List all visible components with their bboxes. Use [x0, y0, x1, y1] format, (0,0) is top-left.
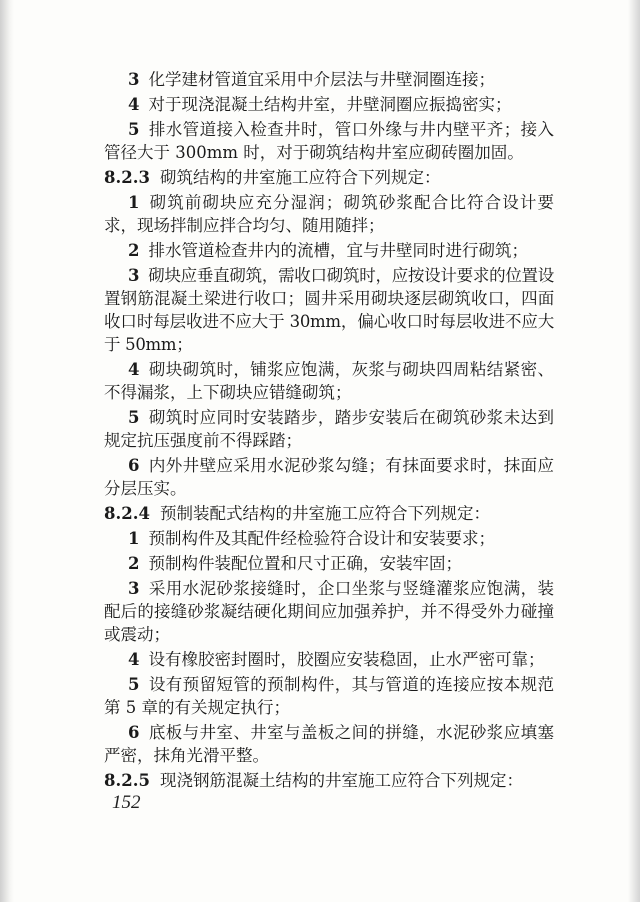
- page-edge-right: [628, 0, 640, 902]
- item-text: 排水管道检查井内的流槽，宜与井壁同时进行砌筑；: [148, 241, 528, 260]
- list-item: [104, 239, 554, 262]
- item-number: 5: [128, 675, 140, 694]
- item-number: 2: [128, 241, 140, 260]
- list-item: [104, 648, 554, 671]
- list-item: [104, 552, 554, 575]
- item-number: 4: [128, 650, 140, 669]
- item-number: 1: [128, 529, 140, 548]
- item-number: 4: [128, 360, 140, 379]
- item-text: 内外井壁应采用水泥砂浆勾缝；有抹面要求时，抹面应分层压实。: [104, 456, 554, 498]
- document-body: [104, 68, 554, 794]
- item-text: 预制构件装配位置和尺寸正确，安装牢固；: [148, 554, 462, 573]
- section-number: 8.2.4: [104, 504, 150, 523]
- item-number: 2: [128, 554, 140, 573]
- item-number: 1: [128, 193, 140, 212]
- item-text: 设有预留短管的预制构件，其与管道的连接应按本规范第 5 章的有关规定执行；: [104, 675, 554, 717]
- list-item: [104, 721, 554, 767]
- list-item: [104, 118, 554, 164]
- list-item: [104, 93, 554, 116]
- section-number: 8.2.5: [104, 771, 150, 790]
- section-heading: [104, 502, 554, 525]
- page-edge-left: [0, 0, 14, 902]
- list-item: [104, 68, 554, 91]
- page-number: 152: [112, 792, 141, 813]
- item-number: 6: [128, 456, 140, 475]
- item-text: 对于现浇混凝土结构井室，井壁洞圈应振捣密实；: [148, 95, 512, 114]
- list-item: [104, 264, 554, 356]
- list-item: [104, 527, 554, 550]
- item-number: 3: [128, 70, 140, 89]
- section-text: 砌筑结构的井室施工应符合下列规定：: [159, 168, 441, 187]
- list-item: [104, 673, 554, 719]
- item-text: 砌筑前砌块应充分湿润；砌筑砂浆配合比符合设计要求，现场拌制应拌合均匀、随用随拌；: [104, 193, 554, 235]
- item-number: 5: [128, 120, 140, 139]
- list-item: [104, 406, 554, 452]
- item-number: 3: [128, 266, 140, 285]
- item-text: 排水管道接入检查井时，管口外缘与井内壁平齐；接入管径大于 300mm 时，对于砌筑结构井室应砌砖圈加固。: [104, 120, 554, 162]
- section-text: 现浇钢筋混凝土结构的井室施工应符合下列规定：: [159, 771, 523, 790]
- item-text: 设有橡胶密封圈时，胶圈应安装稳固，止水严密可靠；: [148, 650, 545, 669]
- item-number: 5: [128, 408, 140, 427]
- item-text: 采用水泥砂浆接缝时，企口坐浆与竖缝灌浆应饱满，装配后的接缝砂浆凝结硬化期间应加强养护，并不得受外力碰撞或震动；: [104, 579, 554, 644]
- item-text: 砌块砌筑时，铺浆应饱满，灰浆与砌块四周粘结紧密、不得漏浆，上下砌块应错缝砌筑；: [104, 360, 554, 402]
- list-item: [104, 191, 554, 237]
- item-text: 砌筑时应同时安装踏步，踏步安装后在砌筑砂浆未达到规定抗压强度前不得踩踏；: [104, 408, 554, 450]
- section-heading: [104, 166, 554, 189]
- item-text: 砌块应垂直砌筑，需收口砌筑时，应按设计要求的位置设置钢筋混凝土梁进行收口；圆井采用砌块逐层砌筑收口，四面收口时每层收进不应大于 30mm，偏心收口时每层收进不应大于 50mm；: [104, 266, 554, 354]
- section-text: 预制装配式结构的井室施工应符合下列规定：: [159, 504, 490, 523]
- section-number: 8.2.3: [104, 168, 150, 187]
- item-number: 6: [128, 723, 140, 742]
- list-item: [104, 454, 554, 500]
- item-number: 4: [128, 95, 140, 114]
- list-item: [104, 358, 554, 404]
- section-heading: [104, 769, 554, 792]
- item-number: 3: [128, 579, 140, 598]
- item-text: 预制构件及其配件经检验符合设计和安装要求；: [148, 529, 495, 548]
- list-item: [104, 577, 554, 646]
- item-text: 底板与井室、井室与盖板之间的拼缝，水泥砂浆应填塞严密，抹角光滑平整。: [104, 723, 554, 765]
- item-text: 化学建材管道宜采用中介层法与井壁洞圈连接；: [148, 70, 495, 89]
